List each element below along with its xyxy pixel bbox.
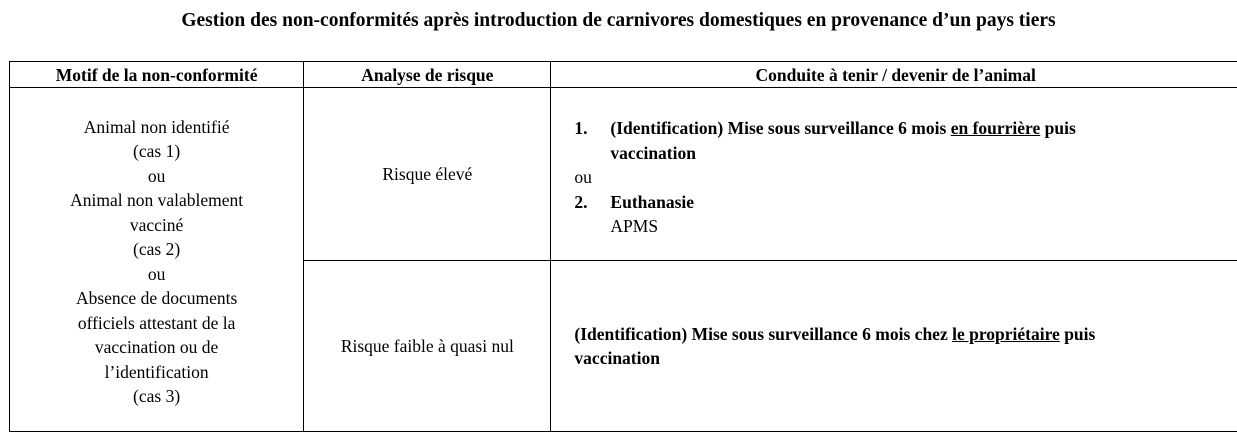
conduct-low-pre: (Identification) Mise sous surveillance 6 mois chez [574, 323, 953, 344]
underlined-location: en fourrière [950, 118, 1041, 138]
item-number: 2. [574, 191, 588, 212]
conduct-item-2 [574, 190, 1232, 215]
conduct-item-1 [574, 116, 1232, 165]
header-conduite: Conduite à tenir / devenir de l’animal [551, 62, 1237, 88]
item-text-line2: vaccination [610, 142, 696, 163]
motif-line: Animal non identifié [83, 116, 230, 137]
motif-line: (cas 1) [133, 141, 181, 161]
motif-line: Absence de documents [75, 288, 238, 308]
item-text [610, 116, 1075, 165]
item-number: 1. [574, 118, 588, 138]
table-row-high-risk [10, 88, 1237, 261]
motif-line: officiels attestant de la [77, 312, 236, 333]
risk-high-cell: Risque élevé [304, 88, 551, 261]
motif-line: (cas 3) [133, 386, 181, 406]
motif-line: Animal non valablement [70, 190, 244, 210]
risk-low-cell: Risque faible à quasi nul [304, 261, 551, 432]
header-motif: Motif de la non-conformité [10, 62, 304, 88]
item-text: Euthanasie [610, 191, 695, 212]
motif-line: ou [147, 165, 166, 186]
header-analyse: Analyse de risque [304, 62, 551, 88]
apms-label: APMS [610, 216, 659, 236]
motif-line: ou [147, 263, 166, 284]
conduct-low-text [574, 322, 1232, 371]
conduct-low-post: puis [1059, 323, 1096, 344]
item-text-post: puis [1040, 118, 1076, 138]
conduct-low-cell [551, 261, 1237, 432]
table-header-row [10, 62, 1237, 88]
conduct-high-cell [551, 88, 1237, 261]
motif-cell [10, 88, 304, 432]
underlined-location: le propriétaire [952, 323, 1060, 344]
conduct-low-line2: vaccination [574, 348, 660, 368]
non-conformity-table [9, 61, 1237, 432]
motif-line: vacciné [129, 214, 184, 235]
page-title: Gestion des non-conformités après introduction de carnivores domestiques en provenance d’un pays tiers [181, 10, 1056, 31]
motif-line: vaccination ou de [94, 337, 219, 357]
motif-line: l’identification [104, 361, 209, 382]
conjunction-ou: ou [574, 167, 592, 187]
item-text-pre: (Identification) Mise sous surveillance 6 mois [610, 118, 951, 138]
motif-line: (cas 2) [133, 239, 181, 259]
